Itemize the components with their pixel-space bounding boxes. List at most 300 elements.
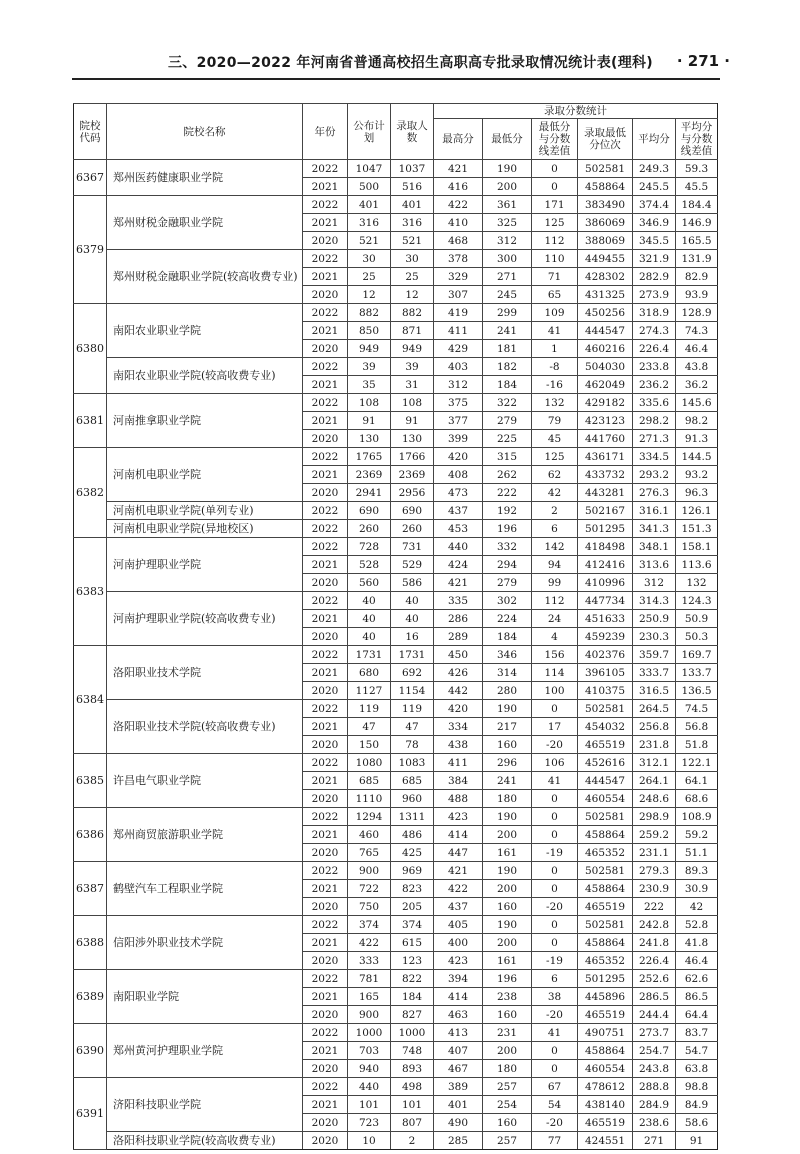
- school-name: 济阳科技职业学院: [107, 1078, 303, 1132]
- cell-rank: 396105: [578, 664, 633, 682]
- cell-avg: 282.9: [633, 268, 676, 286]
- cell-avgdiff: 83.7: [676, 1024, 718, 1042]
- cell-avg: 256.8: [633, 718, 676, 736]
- cell-plan: 119: [348, 700, 391, 718]
- cell-diff: -20: [532, 1114, 578, 1132]
- cell-avg: 264.5: [633, 700, 676, 718]
- cell-diff: -19: [532, 952, 578, 970]
- cell-avg: 273.9: [633, 286, 676, 304]
- table-row: [74, 970, 718, 988]
- cell-rank: 465519: [578, 898, 633, 916]
- cell-diff: 71: [532, 268, 578, 286]
- cell-avgdiff: 136.5: [676, 682, 718, 700]
- cell-plan: 680: [348, 664, 391, 682]
- cell-avgdiff: 113.6: [676, 556, 718, 574]
- cell-enrolled: 78: [391, 736, 434, 754]
- cell-avg: 341.3: [633, 520, 676, 538]
- cell-year: 2020: [303, 628, 348, 646]
- cell-max: 405: [434, 916, 483, 934]
- cell-year: 2020: [303, 844, 348, 862]
- cell-year: 2020: [303, 1060, 348, 1078]
- cell-avg: 230.3: [633, 628, 676, 646]
- cell-min: 190: [483, 916, 532, 934]
- cell-max: 423: [434, 808, 483, 826]
- cell-max: 410: [434, 214, 483, 232]
- cell-rank: 465519: [578, 1114, 633, 1132]
- cell-min: 180: [483, 1060, 532, 1078]
- cell-diff: 42: [532, 484, 578, 502]
- cell-year: 2021: [303, 178, 348, 196]
- cell-avgdiff: 74.5: [676, 700, 718, 718]
- cell-rank: 462049: [578, 376, 633, 394]
- cell-plan: 25: [348, 268, 391, 286]
- cell-avg: 236.2: [633, 376, 676, 394]
- cell-min: 241: [483, 322, 532, 340]
- cell-avg: 321.9: [633, 250, 676, 268]
- cell-year: 2020: [303, 952, 348, 970]
- cell-year: 2022: [303, 646, 348, 664]
- cell-max: 411: [434, 754, 483, 772]
- cell-min: 160: [483, 1006, 532, 1024]
- cell-enrolled: 30: [391, 250, 434, 268]
- col-header-enrolled: 录取人数: [391, 104, 434, 160]
- cell-avg: 284.9: [633, 1096, 676, 1114]
- cell-plan: 900: [348, 1006, 391, 1024]
- cell-plan: 728: [348, 538, 391, 556]
- cell-enrolled: 823: [391, 880, 434, 898]
- cell-min: 257: [483, 1078, 532, 1096]
- cell-plan: 374: [348, 916, 391, 934]
- school-name: 河南护理职业学院(较高收费专业): [107, 592, 303, 646]
- cell-avg: 230.9: [633, 880, 676, 898]
- cell-avgdiff: 56.8: [676, 718, 718, 736]
- cell-min: 231: [483, 1024, 532, 1042]
- cell-rank: 412416: [578, 556, 633, 574]
- cell-avg: 226.4: [633, 952, 676, 970]
- cell-diff: -20: [532, 898, 578, 916]
- cell-enrolled: 91: [391, 412, 434, 430]
- school-name: 南阳职业学院: [107, 970, 303, 1024]
- cell-diff: 125: [532, 214, 578, 232]
- cell-plan: 781: [348, 970, 391, 988]
- cell-year: 2021: [303, 556, 348, 574]
- cell-plan: 39: [348, 358, 391, 376]
- cell-avg: 242.8: [633, 916, 676, 934]
- cell-plan: 460: [348, 826, 391, 844]
- school-name: 河南机电职业学院(异地校区): [107, 520, 303, 538]
- cell-enrolled: 690: [391, 502, 434, 520]
- cell-rank: 458864: [578, 1042, 633, 1060]
- cell-enrolled: 40: [391, 592, 434, 610]
- school-code: 6387: [74, 862, 107, 916]
- cell-rank: 459239: [578, 628, 633, 646]
- cell-rank: 465352: [578, 952, 633, 970]
- cell-enrolled: 827: [391, 1006, 434, 1024]
- cell-plan: 500: [348, 178, 391, 196]
- cell-max: 423: [434, 952, 483, 970]
- cell-avgdiff: 145.6: [676, 394, 718, 412]
- cell-diff: 171: [532, 196, 578, 214]
- cell-avg: 298.2: [633, 412, 676, 430]
- cell-min: 322: [483, 394, 532, 412]
- cell-rank: 444547: [578, 772, 633, 790]
- cell-enrolled: 40: [391, 610, 434, 628]
- table-row: [74, 538, 718, 556]
- cell-rank: 458864: [578, 178, 633, 196]
- admission-table-wrapper: [73, 103, 717, 1150]
- cell-year: 2022: [303, 808, 348, 826]
- cell-min: 361: [483, 196, 532, 214]
- cell-enrolled: 1311: [391, 808, 434, 826]
- cell-year: 2022: [303, 754, 348, 772]
- cell-enrolled: 1766: [391, 448, 434, 466]
- cell-max: 307: [434, 286, 483, 304]
- cell-max: 286: [434, 610, 483, 628]
- cell-max: 403: [434, 358, 483, 376]
- cell-year: 2022: [303, 196, 348, 214]
- cell-diff: 65: [532, 286, 578, 304]
- school-name: 郑州商贸旅游职业学院: [107, 808, 303, 862]
- cell-year: 2020: [303, 790, 348, 808]
- cell-enrolled: 529: [391, 556, 434, 574]
- cell-rank: 410996: [578, 574, 633, 592]
- cell-avgdiff: 68.6: [676, 790, 718, 808]
- cell-year: 2022: [303, 538, 348, 556]
- cell-min: 280: [483, 682, 532, 700]
- cell-year: 2021: [303, 718, 348, 736]
- cell-avgdiff: 58.6: [676, 1114, 718, 1132]
- cell-diff: 0: [532, 808, 578, 826]
- table-row: [74, 520, 718, 538]
- cell-rank: 502581: [578, 160, 633, 178]
- cell-avg: 254.7: [633, 1042, 676, 1060]
- cell-max: 463: [434, 1006, 483, 1024]
- cell-avg: 238.6: [633, 1114, 676, 1132]
- cell-diff: 110: [532, 250, 578, 268]
- cell-avg: 293.2: [633, 466, 676, 484]
- cell-avgdiff: 86.5: [676, 988, 718, 1006]
- cell-max: 422: [434, 880, 483, 898]
- cell-plan: 165: [348, 988, 391, 1006]
- cell-min: 160: [483, 1114, 532, 1132]
- cell-min: 200: [483, 1042, 532, 1060]
- cell-avg: 359.7: [633, 646, 676, 664]
- school-code: 6379: [74, 196, 107, 304]
- cell-min: 196: [483, 970, 532, 988]
- cell-rank: 502581: [578, 700, 633, 718]
- cell-enrolled: 949: [391, 340, 434, 358]
- cell-min: 222: [483, 484, 532, 502]
- cell-avgdiff: 151.3: [676, 520, 718, 538]
- cell-year: 2020: [303, 682, 348, 700]
- cell-rank: 460554: [578, 1060, 633, 1078]
- cell-year: 2020: [303, 736, 348, 754]
- cell-year: 2021: [303, 988, 348, 1006]
- school-code: 6383: [74, 538, 107, 646]
- cell-enrolled: 586: [391, 574, 434, 592]
- school-name: 信阳涉外职业技术学院: [107, 916, 303, 970]
- cell-enrolled: 47: [391, 718, 434, 736]
- cell-rank: 445896: [578, 988, 633, 1006]
- school-code: 6380: [74, 304, 107, 394]
- cell-avgdiff: 43.8: [676, 358, 718, 376]
- cell-avg: 250.9: [633, 610, 676, 628]
- cell-year: 2021: [303, 214, 348, 232]
- col-header-name: 院校名称: [107, 104, 303, 160]
- cell-avg: 312.1: [633, 754, 676, 772]
- cell-diff: 0: [532, 160, 578, 178]
- cell-max: 437: [434, 898, 483, 916]
- cell-max: 422: [434, 196, 483, 214]
- cell-rank: 386069: [578, 214, 633, 232]
- cell-enrolled: 748: [391, 1042, 434, 1060]
- cell-min: 184: [483, 376, 532, 394]
- cell-year: 2020: [303, 1132, 348, 1150]
- cell-diff: 99: [532, 574, 578, 592]
- cell-diff: 6: [532, 520, 578, 538]
- cell-avg: 314.3: [633, 592, 676, 610]
- cell-plan: 722: [348, 880, 391, 898]
- school-code: 6382: [74, 448, 107, 538]
- cell-max: 437: [434, 502, 483, 520]
- cell-plan: 521: [348, 232, 391, 250]
- cell-min: 200: [483, 880, 532, 898]
- cell-min: 245: [483, 286, 532, 304]
- cell-max: 414: [434, 826, 483, 844]
- cell-enrolled: 25: [391, 268, 434, 286]
- cell-rank: 502167: [578, 502, 633, 520]
- cell-enrolled: 871: [391, 322, 434, 340]
- school-code: 6384: [74, 646, 107, 754]
- school-name: 郑州黄河护理职业学院: [107, 1024, 303, 1078]
- cell-rank: 410375: [578, 682, 633, 700]
- cell-plan: 750: [348, 898, 391, 916]
- cell-max: 408: [434, 466, 483, 484]
- cell-enrolled: 260: [391, 520, 434, 538]
- cell-avg: 233.8: [633, 358, 676, 376]
- cell-max: 420: [434, 448, 483, 466]
- cell-avg: 346.9: [633, 214, 676, 232]
- cell-min: 217: [483, 718, 532, 736]
- cell-avgdiff: 42: [676, 898, 718, 916]
- cell-plan: 1294: [348, 808, 391, 826]
- cell-year: 2021: [303, 610, 348, 628]
- cell-diff: -19: [532, 844, 578, 862]
- cell-min: 161: [483, 952, 532, 970]
- cell-plan: 949: [348, 340, 391, 358]
- school-name: 河南机电职业学院: [107, 448, 303, 502]
- cell-year: 2022: [303, 448, 348, 466]
- cell-rank: 424551: [578, 1132, 633, 1150]
- school-code: 6381: [74, 394, 107, 448]
- cell-min: 312: [483, 232, 532, 250]
- cell-year: 2022: [303, 700, 348, 718]
- school-code: 6386: [74, 808, 107, 862]
- cell-min: 325: [483, 214, 532, 232]
- cell-avg: 318.9: [633, 304, 676, 322]
- col-header-code: 院校代码: [74, 104, 107, 160]
- cell-max: 384: [434, 772, 483, 790]
- cell-rank: 465519: [578, 1006, 633, 1024]
- school-name: 洛阳职业技术学院: [107, 646, 303, 700]
- cell-year: 2022: [303, 520, 348, 538]
- cell-diff: -16: [532, 376, 578, 394]
- cell-rank: 451633: [578, 610, 633, 628]
- cell-min: 184: [483, 628, 532, 646]
- cell-rank: 428302: [578, 268, 633, 286]
- cell-max: 468: [434, 232, 483, 250]
- cell-avg: 333.7: [633, 664, 676, 682]
- cell-year: 2021: [303, 664, 348, 682]
- cell-diff: 1: [532, 340, 578, 358]
- cell-avgdiff: 63.8: [676, 1060, 718, 1078]
- cell-plan: 2941: [348, 484, 391, 502]
- school-name: 河南护理职业学院: [107, 538, 303, 592]
- table-row: [74, 196, 718, 214]
- cell-year: 2022: [303, 502, 348, 520]
- cell-plan: 1110: [348, 790, 391, 808]
- cell-diff: 0: [532, 1060, 578, 1078]
- cell-plan: 2369: [348, 466, 391, 484]
- cell-diff: 24: [532, 610, 578, 628]
- col-header-year: 年份: [303, 104, 348, 160]
- table-row: [74, 700, 718, 718]
- cell-diff: 45: [532, 430, 578, 448]
- cell-enrolled: 31: [391, 376, 434, 394]
- cell-min: 279: [483, 412, 532, 430]
- cell-rank: 454032: [578, 718, 633, 736]
- cell-avgdiff: 30.9: [676, 880, 718, 898]
- cell-max: 285: [434, 1132, 483, 1150]
- cell-enrolled: 486: [391, 826, 434, 844]
- cell-avg: 286.5: [633, 988, 676, 1006]
- cell-diff: 142: [532, 538, 578, 556]
- cell-enrolled: 1000: [391, 1024, 434, 1042]
- cell-avg: 335.6: [633, 394, 676, 412]
- school-name: 洛阳职业技术学院(较高收费专业): [107, 700, 303, 754]
- table-row: [74, 502, 718, 520]
- cell-avg: 245.5: [633, 178, 676, 196]
- cell-plan: 47: [348, 718, 391, 736]
- cell-min: 299: [483, 304, 532, 322]
- school-code: 6390: [74, 1024, 107, 1078]
- cell-avg: 345.5: [633, 232, 676, 250]
- cell-min: 200: [483, 934, 532, 952]
- table-row: [74, 304, 718, 322]
- table-row: [74, 862, 718, 880]
- cell-rank: 438140: [578, 1096, 633, 1114]
- cell-avgdiff: 93.2: [676, 466, 718, 484]
- cell-avgdiff: 84.9: [676, 1096, 718, 1114]
- cell-plan: 130: [348, 430, 391, 448]
- cell-min: 314: [483, 664, 532, 682]
- cell-rank: 465519: [578, 736, 633, 754]
- cell-avgdiff: 46.4: [676, 952, 718, 970]
- cell-avgdiff: 45.5: [676, 178, 718, 196]
- cell-rank: 433732: [578, 466, 633, 484]
- cell-min: 300: [483, 250, 532, 268]
- cell-avgdiff: 36.2: [676, 376, 718, 394]
- cell-year: 2020: [303, 232, 348, 250]
- cell-avgdiff: 128.9: [676, 304, 718, 322]
- cell-avg: 316.1: [633, 502, 676, 520]
- cell-min: 200: [483, 826, 532, 844]
- header-rule: [72, 78, 720, 80]
- cell-diff: 77: [532, 1132, 578, 1150]
- cell-enrolled: 692: [391, 664, 434, 682]
- cell-plan: 108: [348, 394, 391, 412]
- cell-year: 2022: [303, 916, 348, 934]
- cell-enrolled: 16: [391, 628, 434, 646]
- cell-year: 2020: [303, 898, 348, 916]
- cell-avgdiff: 146.9: [676, 214, 718, 232]
- cell-max: 335: [434, 592, 483, 610]
- cell-plan: 690: [348, 502, 391, 520]
- cell-rank: 450256: [578, 304, 633, 322]
- cell-min: 200: [483, 178, 532, 196]
- cell-min: 315: [483, 448, 532, 466]
- cell-year: 2021: [303, 1042, 348, 1060]
- cell-min: 190: [483, 808, 532, 826]
- cell-max: 473: [434, 484, 483, 502]
- cell-avg: 313.6: [633, 556, 676, 574]
- cell-plan: 40: [348, 610, 391, 628]
- cell-min: 192: [483, 502, 532, 520]
- table-header: [74, 104, 718, 160]
- cell-avgdiff: 51.8: [676, 736, 718, 754]
- cell-enrolled: 101: [391, 1096, 434, 1114]
- cell-enrolled: 184: [391, 988, 434, 1006]
- cell-min: 262: [483, 466, 532, 484]
- col-header-avg: 平均分: [633, 119, 676, 160]
- table-row: [74, 1078, 718, 1096]
- cell-year: 2021: [303, 772, 348, 790]
- cell-rank: 447734: [578, 592, 633, 610]
- cell-avgdiff: 59.3: [676, 160, 718, 178]
- cell-enrolled: 374: [391, 916, 434, 934]
- cell-rank: 458864: [578, 934, 633, 952]
- cell-avg: 252.6: [633, 970, 676, 988]
- cell-enrolled: 1154: [391, 682, 434, 700]
- cell-diff: 54: [532, 1096, 578, 1114]
- cell-avg: 231.8: [633, 736, 676, 754]
- cell-plan: 150: [348, 736, 391, 754]
- cell-plan: 101: [348, 1096, 391, 1114]
- cell-max: 442: [434, 682, 483, 700]
- cell-max: 401: [434, 1096, 483, 1114]
- cell-avg: 273.7: [633, 1024, 676, 1042]
- cell-diff: -20: [532, 736, 578, 754]
- cell-diff: 41: [532, 322, 578, 340]
- cell-plan: 1080: [348, 754, 391, 772]
- cell-rank: 429182: [578, 394, 633, 412]
- cell-max: 467: [434, 1060, 483, 1078]
- cell-plan: 528: [348, 556, 391, 574]
- cell-rank: 490751: [578, 1024, 633, 1042]
- cell-max: 424: [434, 556, 483, 574]
- cell-max: 429: [434, 340, 483, 358]
- cell-max: 416: [434, 178, 483, 196]
- cell-year: 2020: [303, 574, 348, 592]
- cell-avg: 241.8: [633, 934, 676, 952]
- cell-year: 2021: [303, 826, 348, 844]
- cell-enrolled: 822: [391, 970, 434, 988]
- page-title: 三、2020—2022 年河南省普通高校招生高职高专批录取情况统计表(理科): [168, 55, 653, 71]
- cell-enrolled: 615: [391, 934, 434, 952]
- cell-diff: 114: [532, 664, 578, 682]
- cell-diff: 132: [532, 394, 578, 412]
- cell-avgdiff: 98.2: [676, 412, 718, 430]
